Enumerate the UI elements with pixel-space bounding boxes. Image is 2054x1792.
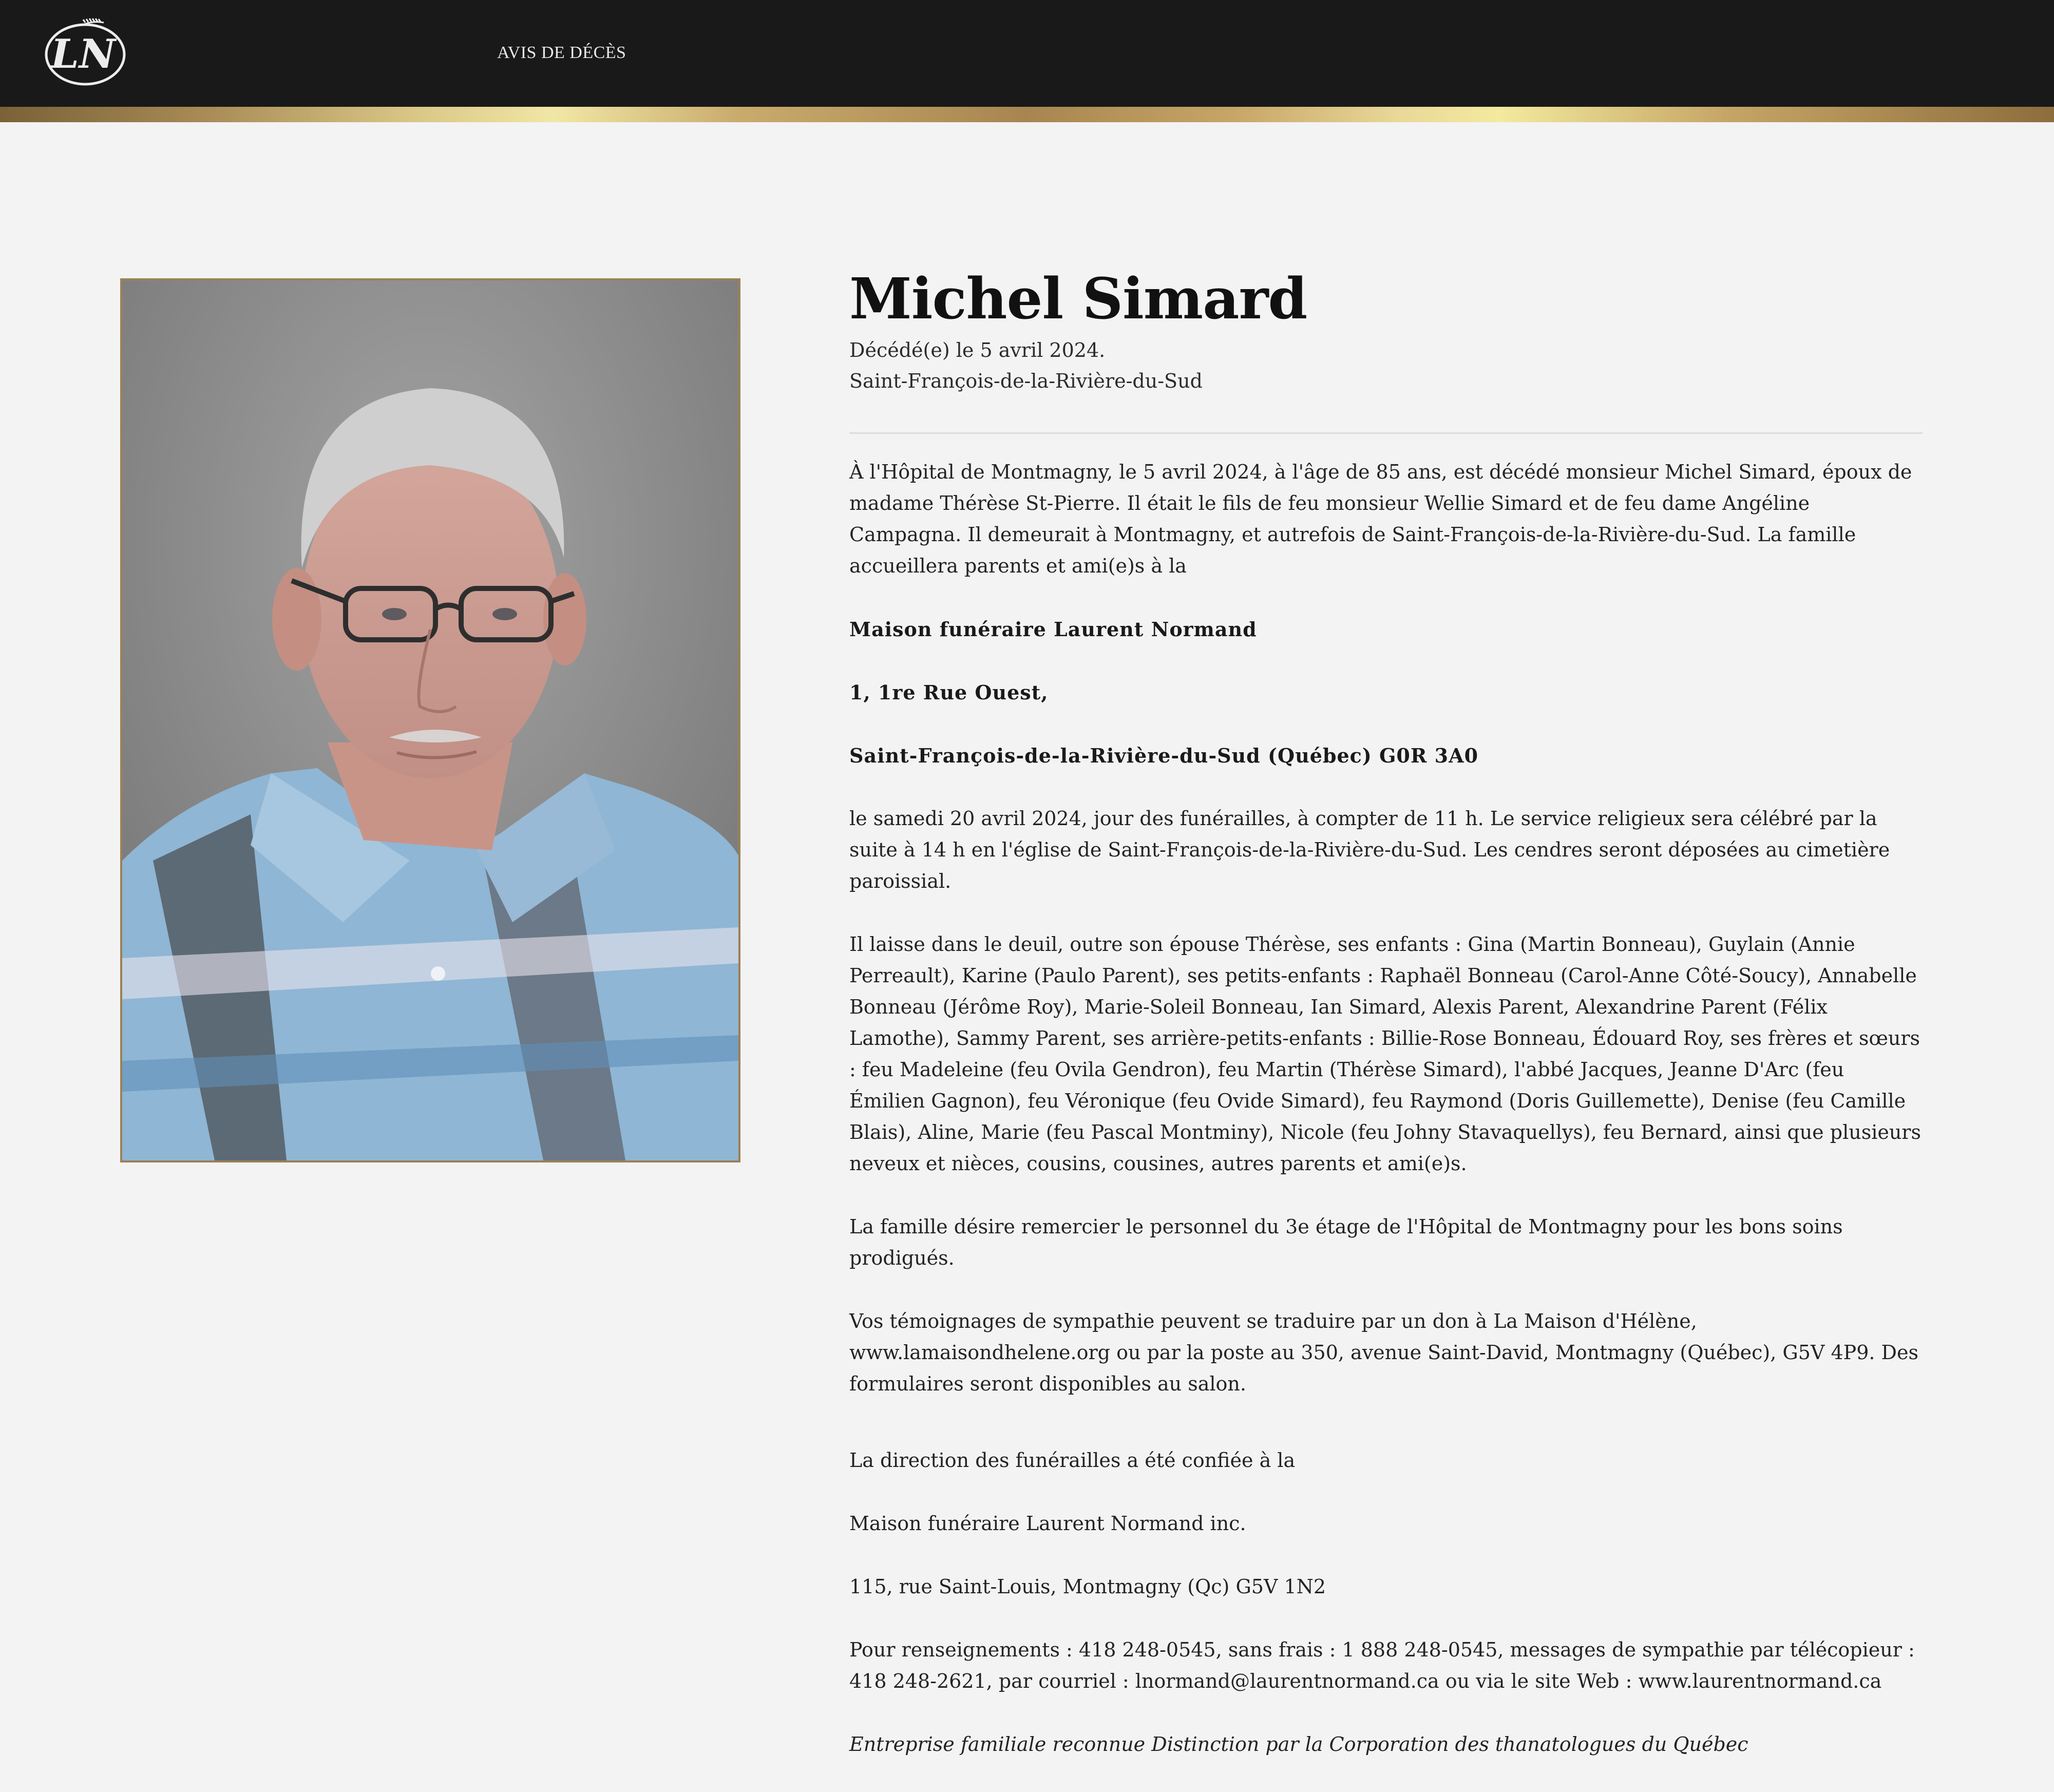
distinction-note: Entreprise familiale reconnue Distinction par la Corporation des thanatologues du Québec xyxy=(849,1733,1748,1756)
gold-accent-strip xyxy=(0,107,2054,122)
deceased-portrait-photo xyxy=(120,278,740,1162)
divider xyxy=(849,432,1923,434)
contact-information: Pour renseignements : 418 248-0545, sans frais : 1 888 248-0545, messages de sympathie par télécopieur : 418 248-2621, par courriel : lnormand@laurentnormand.ca ou via le site Web : www.laurentnormand.ca xyxy=(849,1638,1915,1692)
donation-info: Vos témoignages de sympathie peuvent se traduire par un don à La Maison d'Hélène, www.lamaisondhelene.org ou par la poste au 350, avenue Saint-David, Montmagny (Québec), G5V 4P9. Des formulaires seront disponibles au salon. xyxy=(849,1310,1919,1395)
ln-logo-icon[interactable] xyxy=(34,17,131,89)
nav-avis-de-deces[interactable]: AVIS DE DÉCÈS xyxy=(497,43,626,62)
obituary-content xyxy=(849,263,1923,1792)
funeral-direction-intro: La direction des funérailles a été confiée à la xyxy=(849,1449,1296,1472)
visitation-street: 1, 1re Rue Ouest, xyxy=(849,681,1049,704)
funeral-home-address: 115, rue Saint-Louis, Montmagny (Qc) G5V 1N2 xyxy=(849,1575,1326,1598)
visitation-home-name: Maison funéraire Laurent Normand xyxy=(849,618,1257,641)
survivors-list: Il laisse dans le deuil, outre son épouse Thérèse, ses enfants : Gina (Martin Bonneau), Guylain (Annie Perreault), Karine (Paulo Parent), ses petits-enfants : Raphaël Bonneau (Carol-Anne Côté-Soucy), Annabelle Bonneau (Jérôme Roy), Marie-Soleil Bonneau, Ian Simard, Alexis Parent, Alexandrine Parent (Félix Lamothe), Sammy Parent, ses arrière-petits-enfants : Billie-Rose Bonneau, Édouard Roy, ses frères et sœurs : feu Madeleine (feu Ovila Gendron), feu Martin (Thérèse Simard), l'abbé Jacques, Jeanne D'Arc (feu Émilien Gagnon), feu Véronique (feu Ovide Simard), feu Raymond (Doris Guillemette), Denise (feu Camille Blais), Aline, Marie (feu Pascal Montminy), Nicole (feu Johny Stavaquellys), feu Bernard, ainsi que plusieurs neveux et nièces, cousins, cousines, autres parents et ami(e)s. xyxy=(849,933,1921,1175)
deceased-place: Saint-François-de-la-Rivière-du-Sud xyxy=(849,370,1203,392)
visitation-city: Saint-François-de-la-Rivière-du-Sud (Québec) G0R 3A0 xyxy=(849,744,1479,767)
family-thanks: La famille désire remercier le personnel du 3e étage de l'Hôpital de Montmagny pour les bons soins prodigués. xyxy=(849,1215,1843,1269)
svg-text:LN: LN xyxy=(50,31,116,78)
funeral-home-name: Maison funéraire Laurent Normand inc. xyxy=(849,1512,1246,1535)
deceased-name: Michel Simard xyxy=(849,265,1307,332)
portrait-photo-icon xyxy=(122,280,738,1160)
death-date: Décédé(e) le 5 avril 2024. xyxy=(849,339,1106,361)
top-navigation-bar xyxy=(0,0,2054,107)
funeral-details: le samedi 20 avril 2024, jour des funérailles, à compter de 11 h. Le service religieux sera célébré par la suite à 14 h en l'église de Saint-François-de-la-Rivière-du-Sud. Les cendres seront déposées au cimetière paroissial. xyxy=(849,807,1890,892)
obituary-intro: À l'Hôpital de Montmagny, le 5 avril 2024, à l'âge de 85 ans, est décédé monsieur Michel Simard, époux de madame Thérèse St-Pierre. Il était le fils de feu monsieur Wellie Simard et de feu dame Angéline Campagna. Il demeurait à Montmagny, et autrefois de Saint-François-de-la-Rivière-du-Sud. La famille accueillera parents et ami(e)s à la xyxy=(849,461,1912,577)
